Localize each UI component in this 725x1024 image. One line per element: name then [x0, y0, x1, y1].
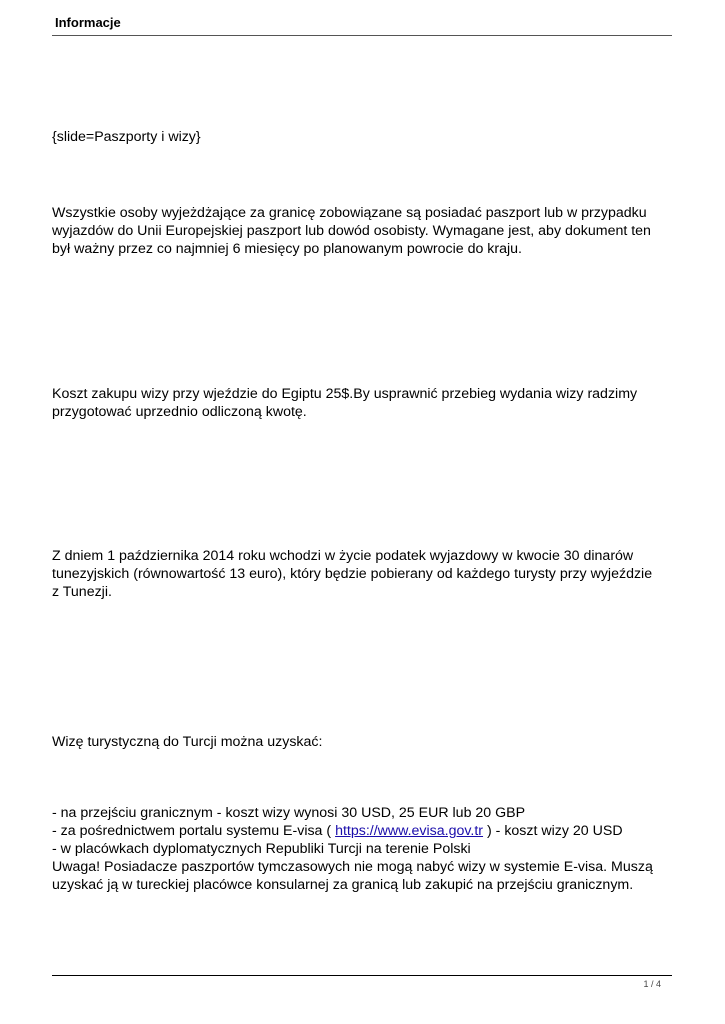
paragraph-line: tunezyjskich (równowartość 13 euro), który będzie pobierany od każdego turysty przy wyjeździe [52, 566, 653, 582]
evisa-link[interactable]: https://www.evisa.gov.tr [335, 823, 484, 839]
paragraph-line: Z dniem 1 października 2014 roku wchodzi w życie podatek wyjazdowy w kwocie 30 dinarów [52, 548, 634, 564]
paragraph-line: był ważny przez co najmniej 6 miesięcy po planowanym powrocie do kraju. [52, 241, 522, 257]
footer-divider [52, 975, 672, 976]
turkey-intro [52, 733, 677, 751]
list-item: - na przejściu granicznym - koszt wizy wynosi 30 USD, 25 EUR lub 20 GBP [52, 805, 526, 821]
paragraph-passports [52, 204, 677, 258]
list-item-prefix: - za pośrednictwem portalu systemu E-visa ( [52, 823, 336, 839]
paragraph-line: przygotować uprzednio odliczoną kwotę. [52, 404, 307, 420]
slide-tag [52, 128, 677, 146]
paragraph-line: z Tunezji. [52, 584, 112, 600]
note-line: Uwaga! Posiadacze paszportów tymczasowych nie mogą nabyć wizy w systemie E-visa. Muszą [52, 859, 653, 875]
paragraph-tunisia-tax [52, 547, 677, 601]
paragraph-egypt-visa [52, 385, 677, 421]
header-divider [52, 35, 672, 36]
slide-tag-text: {slide=Paszporty i wizy} [52, 129, 201, 145]
note-line: uzyskać ją w tureckiej placówce konsularnej za granicą lub zakupić na przejściu granicznym. [52, 877, 634, 893]
paragraph-line: Wszystkie osoby wyjeżdżające za granicę zobowiązane są posiadać paszport lub w przypadku [52, 205, 647, 221]
document-header-title: Informacje [55, 15, 121, 30]
page-number: 1 / 4 [643, 979, 661, 989]
list-item-suffix: ) - koszt wizy 20 USD [483, 823, 623, 839]
list-item: - w placówkach dyplomatycznych Republiki Turcji na terenie Polski [52, 841, 471, 857]
turkey-intro-text: Wizę turystyczną do Turcji można uzyskać: [52, 734, 323, 750]
turkey-visa-list [52, 804, 677, 894]
list-item [52, 822, 677, 840]
paragraph-line: Koszt zakupu wizy przy wjeździe do Egiptu 25$.By usprawnić przebieg wydania wizy radzimy [52, 386, 638, 402]
paragraph-line: wyjazdów do Unii Europejskiej paszport lub dowód osobisty. Wymagane jest, aby dokument ten [52, 223, 651, 239]
